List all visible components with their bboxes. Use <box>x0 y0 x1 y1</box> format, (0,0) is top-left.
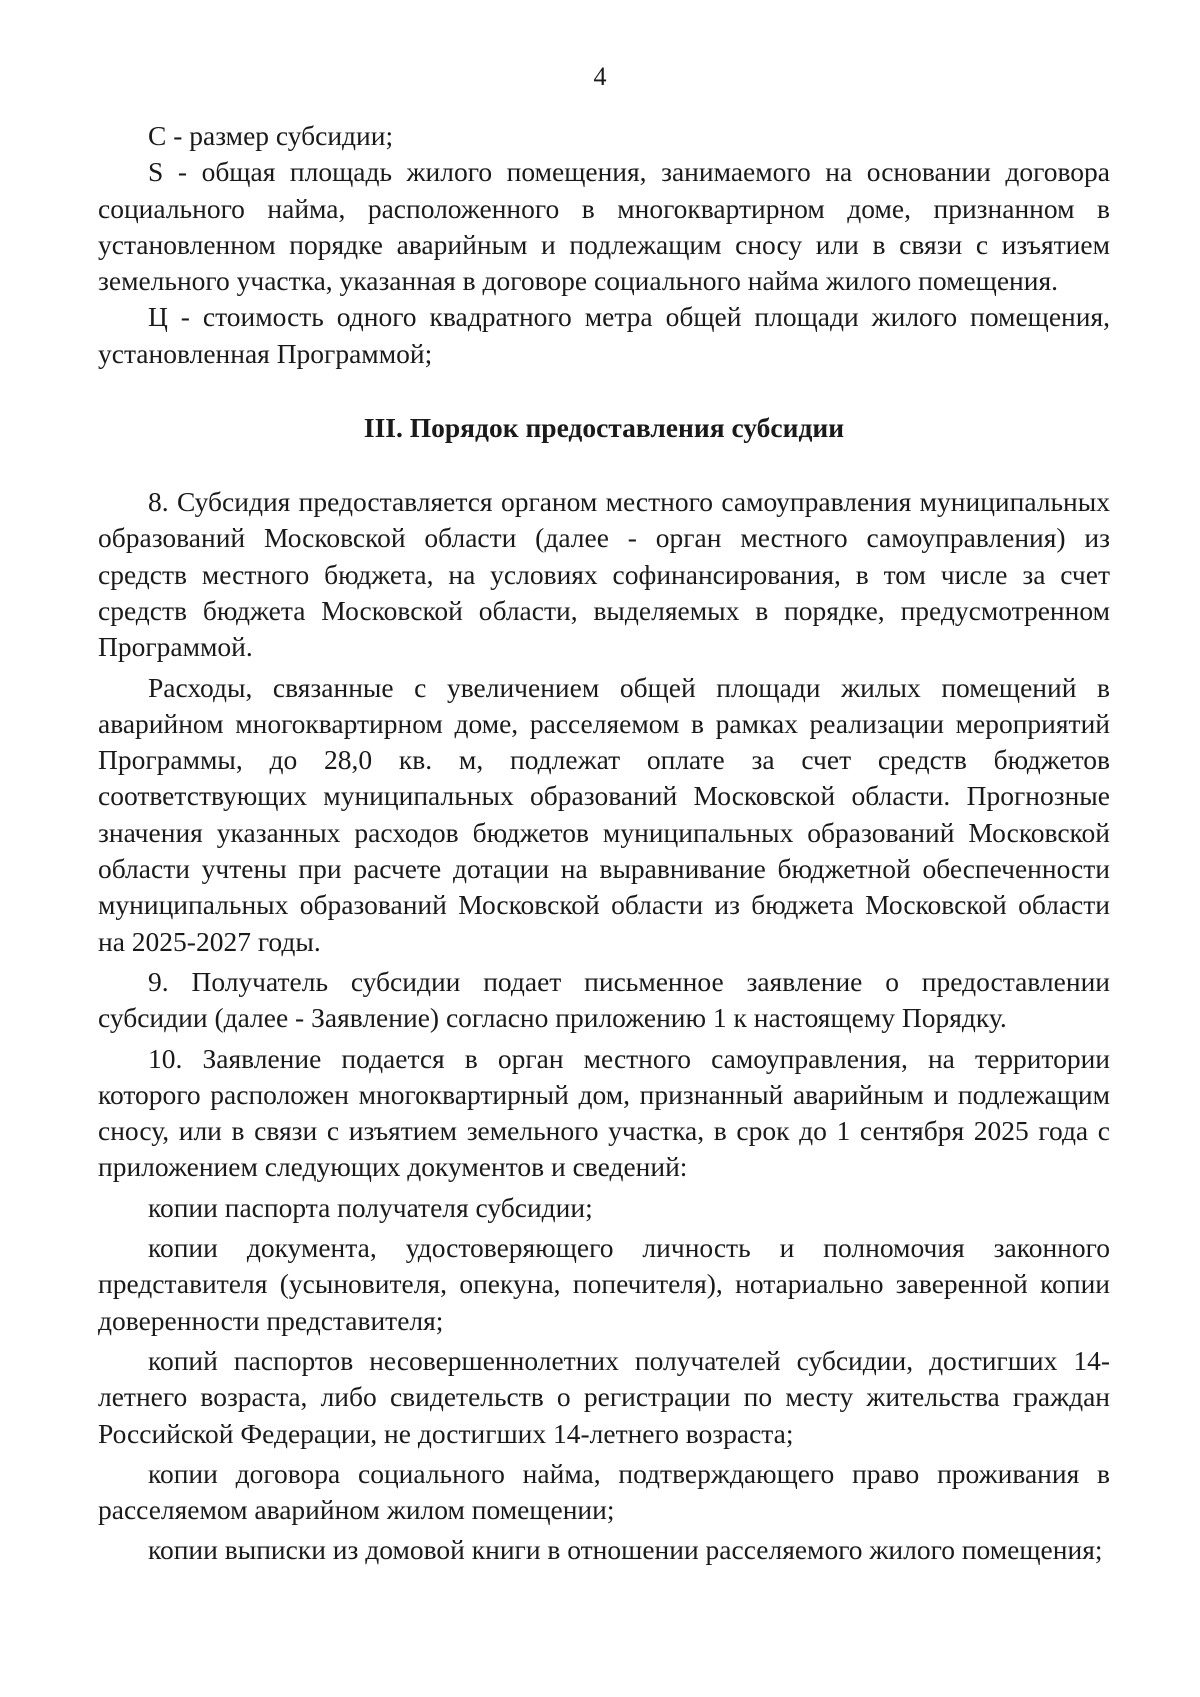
definition-c: С - размер субсидии; <box>148 120 394 151</box>
list-item-passport-copy: копии паспорта получателя субсидии; <box>148 1191 593 1223</box>
section-heading: III. Порядок предоставления субсидии <box>363 412 845 444</box>
definition-s: S - общая площадь жилого помещения, занимаемого на основании договора социального найма, расположенного в многоквартирном доме, признанном в установленном порядке аварийным и подлежащим сносу или в связи с изъятием земельного участка, указанная в договоре социального найма жилого помещения. <box>98 156 1110 297</box>
page-number: 4 <box>593 62 607 91</box>
paragraph-8: 8. Субсидия предоставляется органом местного самоуправления муниципальных образований Московской области (далее - орган местного самоуправления) из средств местного бюджета, на условиях софинансирования, в том числе за счет средств бюджета Московской области, выделяемых в порядке, предусмотренном Программой. <box>98 486 1110 663</box>
document-body <box>98 118 1110 1569</box>
list-item-minor-passports: копий паспортов несовершеннолетних получателей субсидии, достигших 14-летнего возраста, либо свидетельств о регистрации по месту жительства граждан Российской Федерации, не достигших 14-летнего возраста; <box>98 1344 1110 1449</box>
list-item-representative-docs: копии документа, удостоверяющего личность и полномочия законного представителя (усыновителя, опекуна, попечителя), нотариально заверенной копии доверенности представителя; <box>98 1232 1110 1336</box>
definition-ts: Ц - стоимость одного квадратного метра общей площади жилого помещения, установленная Программой; <box>98 301 1110 369</box>
paragraph-9: 9. Получатель субсидии подает письменное заявление о предоставлении субсидии (далее - Заявление) согласно приложению 1 к настоящему Порядку. <box>98 965 1110 1034</box>
list-item-social-lease: копии договора социального найма, подтверждающего право проживания в расселяемом аварийном жилом помещении; <box>98 1457 1110 1526</box>
paragraph-10: 10. Заявление подается в орган местного самоуправления, на территории которого расположен многоквартирный дом, признанный аварийным и подлежащим сносу, или в связи с изъятием земельного участка, в срок до 1 сентября 2025 года с приложением следующих документов и сведений: <box>98 1042 1110 1183</box>
paragraph-expenses: Расходы, связанные с увеличением общей площади жилых помещений в аварийном многоквартирном доме, расселяемом в рамках реализации мероприятий Программы, до 28,0 кв. м, подлежат оплате за счет средств бюджетов соответствующих муниципальных образований Московской области. Прогнозные значения указанных расходов бюджетов муниципальных образований Московской области учтены при расчете дотации на выравнивание бюджетной обеспеченности муниципальных образований Московской области из бюджета Московской области на 2025-2027 годы. <box>98 671 1110 957</box>
list-item-house-book: копии выписки из домовой книги в отношении расселяемого жилого помещения; <box>148 1534 1103 1566</box>
